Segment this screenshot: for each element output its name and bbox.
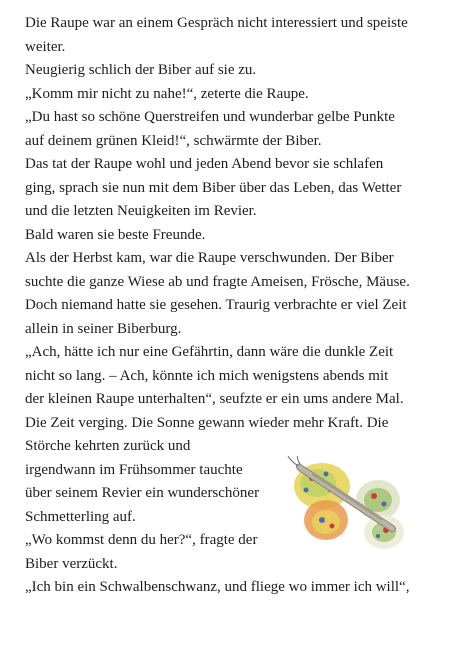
story-line: Die Raupe war an einem Gespräch nicht interessiert und speiste xyxy=(25,15,408,31)
story-line: ging, sprach sie nun mit dem Biber über das Leben, das Wetter xyxy=(25,179,402,196)
story-line: Störche kehrten zurück und xyxy=(25,438,191,454)
story-line: Schmetterling auf. xyxy=(25,508,136,525)
story-line: suchte die ganze Wiese ab und fragte Ameisen, Frösche, Mäuse. xyxy=(25,273,410,290)
story-line: allein in seiner Biberburg. xyxy=(25,320,182,337)
story-line: über seinem Revier ein wunderschöner xyxy=(25,485,260,501)
story-line: irgendwann im Frühsommer tauchte xyxy=(25,461,243,478)
story-line: „Wo kommst denn du her?“, fragte der xyxy=(25,532,258,548)
story-line: Als der Herbst kam, war die Raupe verschwunden. Der Biber xyxy=(25,250,394,266)
story-line: Neugierig schlich der Biber auf sie zu. xyxy=(25,62,257,78)
story-line: Bald waren sie beste Freunde. xyxy=(25,226,206,243)
story-line: „Ich bin ein Schwalbenschwanz, und fliege wo immer ich will“, xyxy=(25,579,410,595)
story-line: Biber verzückt. xyxy=(25,555,118,572)
butterfly-illustration-icon xyxy=(282,456,412,552)
story-line: weiter. xyxy=(25,38,66,55)
story-line: Die Zeit verging. Die Sonne gewann wieder mehr Kraft. Die xyxy=(25,414,389,431)
story-line: „Ach, hätte ich nur eine Gefährtin, dann wäre die dunkle Zeit xyxy=(25,344,394,360)
story-line: nicht so lang. – Ach, könnte ich mich wenigstens abends mit xyxy=(25,367,389,384)
story-line: „Komm mir nicht zu nahe!“, zeterte die Raupe. xyxy=(25,85,309,102)
story-line: und die letzten Neuigkeiten im Revier. xyxy=(25,203,257,219)
story-line: Das tat der Raupe wohl und jeden Abend bevor sie schlafen xyxy=(25,156,384,172)
story-line: der kleinen Raupe unterhalten“, seufzte er ein ums andere Mal. xyxy=(25,391,404,407)
story-line: „Du hast so schöne Querstreifen und wunderbar gelbe Punkte xyxy=(25,109,395,125)
story-line: Doch niemand hatte sie gesehen. Traurig verbrachte er viel Zeit xyxy=(25,297,407,313)
story-line: auf deinem grünen Kleid!“, schwärmte der Biber. xyxy=(25,132,322,149)
